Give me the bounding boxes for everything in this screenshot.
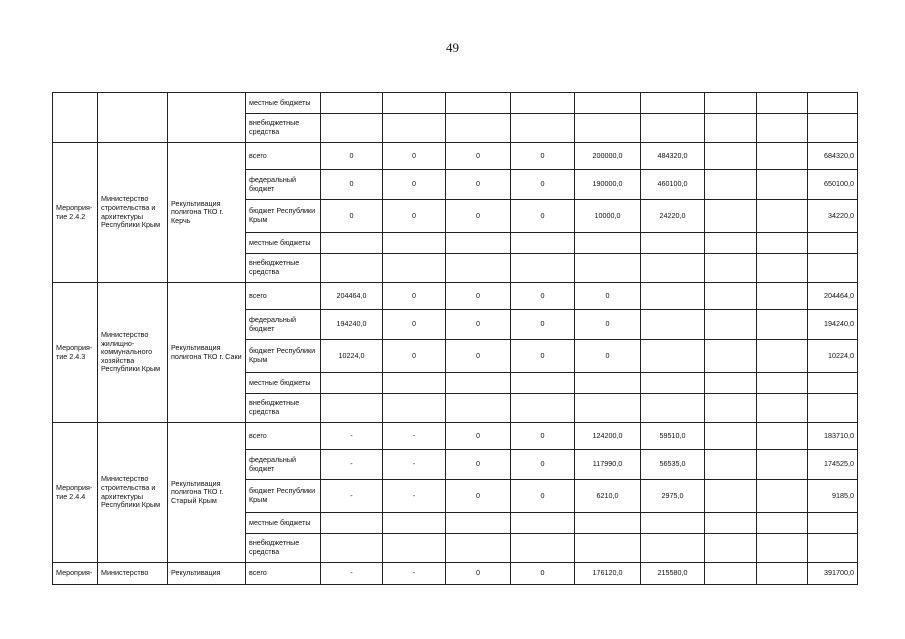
empty-cell bbox=[321, 254, 383, 283]
empty-cell bbox=[705, 373, 757, 394]
value-cell: 0 bbox=[446, 143, 511, 170]
empty-cell bbox=[705, 534, 757, 563]
executor-cell: Министерство строительства и архитектуры Республики Крым bbox=[98, 143, 168, 283]
value-cell bbox=[705, 480, 757, 513]
empty-cell bbox=[757, 114, 808, 143]
value-cell: 0 bbox=[511, 170, 575, 200]
value-cell bbox=[757, 200, 808, 233]
value-cell bbox=[757, 170, 808, 200]
empty-cell bbox=[641, 534, 705, 563]
empty-cell bbox=[757, 534, 808, 563]
value-cell: - bbox=[383, 480, 446, 513]
row-total-cell: 10224,0 bbox=[808, 340, 858, 373]
value-cell: - bbox=[383, 563, 446, 585]
value-cell: 56535,0 bbox=[641, 450, 705, 480]
funding-source-cell: внебюджетные средства bbox=[246, 394, 321, 423]
empty-cell bbox=[446, 513, 511, 534]
funding-source-cell: всего bbox=[246, 283, 321, 310]
value-cell: 0 bbox=[511, 480, 575, 513]
funding-source-cell: бюджет Республики Крым bbox=[246, 480, 321, 513]
empty-cell bbox=[446, 534, 511, 563]
row-total-cell: 34220,0 bbox=[808, 200, 858, 233]
empty-cell bbox=[575, 394, 641, 423]
empty-cell bbox=[641, 254, 705, 283]
value-cell: 2975,0 bbox=[641, 480, 705, 513]
value-cell bbox=[757, 480, 808, 513]
value-cell: 59510,0 bbox=[641, 423, 705, 450]
value-cell bbox=[705, 200, 757, 233]
empty-cell bbox=[575, 233, 641, 254]
value-cell: 10224,0 bbox=[321, 340, 383, 373]
empty-cell bbox=[705, 513, 757, 534]
executor-cell: Министерство жилищно-коммунального хозяйства Республики Крым bbox=[98, 283, 168, 423]
empty-cell bbox=[511, 114, 575, 143]
empty-cell bbox=[383, 513, 446, 534]
empty-cell bbox=[757, 394, 808, 423]
value-cell: 0 bbox=[321, 200, 383, 233]
empty-cell bbox=[808, 233, 858, 254]
empty-cell bbox=[808, 394, 858, 423]
row-total-cell: 183710,0 bbox=[808, 423, 858, 450]
value-cell: 0 bbox=[511, 310, 575, 340]
value-cell: 124200,0 bbox=[575, 423, 641, 450]
value-cell: 0 bbox=[383, 340, 446, 373]
empty-cell bbox=[446, 373, 511, 394]
empty-cell bbox=[641, 114, 705, 143]
measure-code-cell: Мероприя-тие 2.4.4 bbox=[53, 423, 98, 563]
value-cell bbox=[705, 283, 757, 310]
empty-cell bbox=[808, 513, 858, 534]
empty-cell bbox=[511, 373, 575, 394]
funding-source-cell: внебюджетные средства bbox=[246, 254, 321, 283]
funding-source-cell: местные бюджеты bbox=[246, 233, 321, 254]
empty-cell bbox=[383, 254, 446, 283]
value-cell: - bbox=[321, 563, 383, 585]
value-cell: 0 bbox=[321, 143, 383, 170]
table-body bbox=[53, 93, 858, 585]
value-cell: - bbox=[321, 423, 383, 450]
executor-cell: Министерство строительства и архитектуры Республики Крым bbox=[98, 423, 168, 563]
value-cell: 200000,0 bbox=[575, 143, 641, 170]
value-cell bbox=[757, 563, 808, 585]
funding-source-cell: местные бюджеты bbox=[246, 373, 321, 394]
measure-code-cell: Мероприя- bbox=[53, 563, 98, 585]
empty-cell bbox=[383, 394, 446, 423]
value-cell: 0 bbox=[446, 200, 511, 233]
empty-cell bbox=[575, 114, 641, 143]
empty-cell bbox=[641, 513, 705, 534]
funding-source-cell: местные бюджеты bbox=[246, 93, 321, 114]
value-cell: - bbox=[383, 450, 446, 480]
empty-cell bbox=[575, 513, 641, 534]
value-cell bbox=[757, 340, 808, 373]
empty-cell bbox=[808, 93, 858, 114]
value-cell: 0 bbox=[383, 143, 446, 170]
value-cell bbox=[757, 283, 808, 310]
value-cell: 117990,0 bbox=[575, 450, 641, 480]
table-row bbox=[53, 143, 858, 170]
empty-cell bbox=[705, 254, 757, 283]
empty-cell bbox=[446, 394, 511, 423]
executor-cell bbox=[98, 93, 168, 143]
value-cell: - bbox=[383, 423, 446, 450]
empty-cell bbox=[757, 93, 808, 114]
funding-source-cell: всего bbox=[246, 563, 321, 585]
empty-cell bbox=[808, 534, 858, 563]
measure-code-cell bbox=[53, 93, 98, 143]
measure-name-cell: Рекультивация полигона ТКО г. Керчь bbox=[168, 143, 246, 283]
empty-cell bbox=[575, 93, 641, 114]
value-cell: 0 bbox=[446, 283, 511, 310]
row-total-cell: 174525,0 bbox=[808, 450, 858, 480]
value-cell: - bbox=[321, 480, 383, 513]
empty-cell bbox=[383, 534, 446, 563]
value-cell: 24220,0 bbox=[641, 200, 705, 233]
empty-cell bbox=[511, 254, 575, 283]
value-cell bbox=[757, 423, 808, 450]
empty-cell bbox=[705, 394, 757, 423]
empty-cell bbox=[446, 93, 511, 114]
value-cell: 190000,0 bbox=[575, 170, 641, 200]
table-row bbox=[53, 563, 858, 585]
page-number: 49 bbox=[446, 40, 459, 55]
value-cell: 0 bbox=[511, 200, 575, 233]
value-cell bbox=[757, 450, 808, 480]
empty-cell bbox=[383, 114, 446, 143]
empty-cell bbox=[321, 373, 383, 394]
empty-cell bbox=[511, 233, 575, 254]
measure-name-cell: Рекультивация bbox=[168, 563, 246, 585]
empty-cell bbox=[575, 254, 641, 283]
empty-cell bbox=[321, 93, 383, 114]
funding-source-cell: всего bbox=[246, 423, 321, 450]
row-total-cell: 194240,0 bbox=[808, 310, 858, 340]
value-cell bbox=[705, 170, 757, 200]
empty-cell bbox=[808, 114, 858, 143]
value-cell: 0 bbox=[511, 283, 575, 310]
value-cell bbox=[705, 450, 757, 480]
empty-cell bbox=[383, 233, 446, 254]
empty-cell bbox=[321, 534, 383, 563]
measure-name-cell: Рекультивация полигона ТКО г. Саки bbox=[168, 283, 246, 423]
value-cell: 460100,0 bbox=[641, 170, 705, 200]
empty-cell bbox=[321, 233, 383, 254]
empty-cell bbox=[321, 114, 383, 143]
value-cell: 0 bbox=[446, 480, 511, 513]
value-cell: 0 bbox=[446, 310, 511, 340]
value-cell: 0 bbox=[446, 563, 511, 585]
empty-cell bbox=[446, 254, 511, 283]
value-cell: 176120,0 bbox=[575, 563, 641, 585]
value-cell: 484320,0 bbox=[641, 143, 705, 170]
empty-cell bbox=[705, 114, 757, 143]
value-cell bbox=[757, 143, 808, 170]
funding-source-cell: местные бюджеты bbox=[246, 513, 321, 534]
row-total-cell: 650100,0 bbox=[808, 170, 858, 200]
empty-cell bbox=[757, 254, 808, 283]
empty-cell bbox=[641, 93, 705, 114]
value-cell: 0 bbox=[446, 423, 511, 450]
empty-cell bbox=[321, 513, 383, 534]
value-cell: 0 bbox=[383, 170, 446, 200]
empty-cell bbox=[641, 233, 705, 254]
value-cell: 0 bbox=[446, 450, 511, 480]
row-total-cell: 391700,0 bbox=[808, 563, 858, 585]
value-cell: 10000,0 bbox=[575, 200, 641, 233]
row-total-cell: 204464,0 bbox=[808, 283, 858, 310]
empty-cell bbox=[575, 534, 641, 563]
empty-cell bbox=[446, 233, 511, 254]
empty-cell bbox=[511, 93, 575, 114]
value-cell: 215580,0 bbox=[641, 563, 705, 585]
value-cell bbox=[705, 340, 757, 373]
empty-cell bbox=[641, 373, 705, 394]
value-cell bbox=[641, 340, 705, 373]
row-total-cell: 9185,0 bbox=[808, 480, 858, 513]
empty-cell bbox=[383, 373, 446, 394]
value-cell: 0 bbox=[511, 143, 575, 170]
value-cell: 6210,0 bbox=[575, 480, 641, 513]
measure-name-cell: Рекультивация полигона ТКО г. Старый Крым bbox=[168, 423, 246, 563]
funding-source-cell: бюджет Республики Крым bbox=[246, 200, 321, 233]
measure-name-cell bbox=[168, 93, 246, 143]
value-cell: - bbox=[321, 450, 383, 480]
empty-cell bbox=[808, 254, 858, 283]
empty-cell bbox=[757, 373, 808, 394]
table-row bbox=[53, 283, 858, 310]
table-row bbox=[53, 423, 858, 450]
empty-cell bbox=[705, 93, 757, 114]
value-cell bbox=[705, 143, 757, 170]
value-cell: 0 bbox=[383, 283, 446, 310]
table-row bbox=[53, 93, 858, 114]
empty-cell bbox=[446, 114, 511, 143]
value-cell: 0 bbox=[511, 423, 575, 450]
value-cell bbox=[641, 283, 705, 310]
value-cell: 0 bbox=[321, 170, 383, 200]
empty-cell bbox=[757, 513, 808, 534]
value-cell: 0 bbox=[446, 340, 511, 373]
value-cell bbox=[705, 563, 757, 585]
funding-source-cell: внебюджетные средства bbox=[246, 114, 321, 143]
funding-source-cell: федеральный бюджет bbox=[246, 310, 321, 340]
empty-cell bbox=[705, 233, 757, 254]
empty-cell bbox=[808, 373, 858, 394]
empty-cell bbox=[641, 394, 705, 423]
funding-source-cell: бюджет Республики Крым bbox=[246, 340, 321, 373]
value-cell: 0 bbox=[383, 200, 446, 233]
value-cell bbox=[705, 310, 757, 340]
value-cell: 0 bbox=[383, 310, 446, 340]
value-cell: 0 bbox=[446, 170, 511, 200]
funding-source-cell: федеральный бюджет bbox=[246, 170, 321, 200]
value-cell: 204464,0 bbox=[321, 283, 383, 310]
value-cell: 0 bbox=[575, 340, 641, 373]
executor-cell: Министерство bbox=[98, 563, 168, 585]
measure-code-cell: Мероприя-тие 2.4.3 bbox=[53, 283, 98, 423]
value-cell: 0 bbox=[575, 283, 641, 310]
value-cell: 0 bbox=[511, 450, 575, 480]
empty-cell bbox=[511, 534, 575, 563]
empty-cell bbox=[575, 373, 641, 394]
empty-cell bbox=[511, 394, 575, 423]
empty-cell bbox=[383, 93, 446, 114]
row-total-cell: 684320,0 bbox=[808, 143, 858, 170]
measure-code-cell: Мероприя-тие 2.4.2 bbox=[53, 143, 98, 283]
value-cell bbox=[757, 310, 808, 340]
funding-source-cell: всего bbox=[246, 143, 321, 170]
empty-cell bbox=[511, 513, 575, 534]
value-cell bbox=[705, 423, 757, 450]
funding-source-cell: внебюджетные средства bbox=[246, 534, 321, 563]
value-cell: 0 bbox=[575, 310, 641, 340]
value-cell: 0 bbox=[511, 340, 575, 373]
empty-cell bbox=[321, 394, 383, 423]
value-cell bbox=[641, 310, 705, 340]
value-cell: 194240,0 bbox=[321, 310, 383, 340]
empty-cell bbox=[757, 233, 808, 254]
value-cell: 0 bbox=[511, 563, 575, 585]
budget-table bbox=[52, 92, 858, 585]
funding-source-cell: федеральный бюджет bbox=[246, 450, 321, 480]
